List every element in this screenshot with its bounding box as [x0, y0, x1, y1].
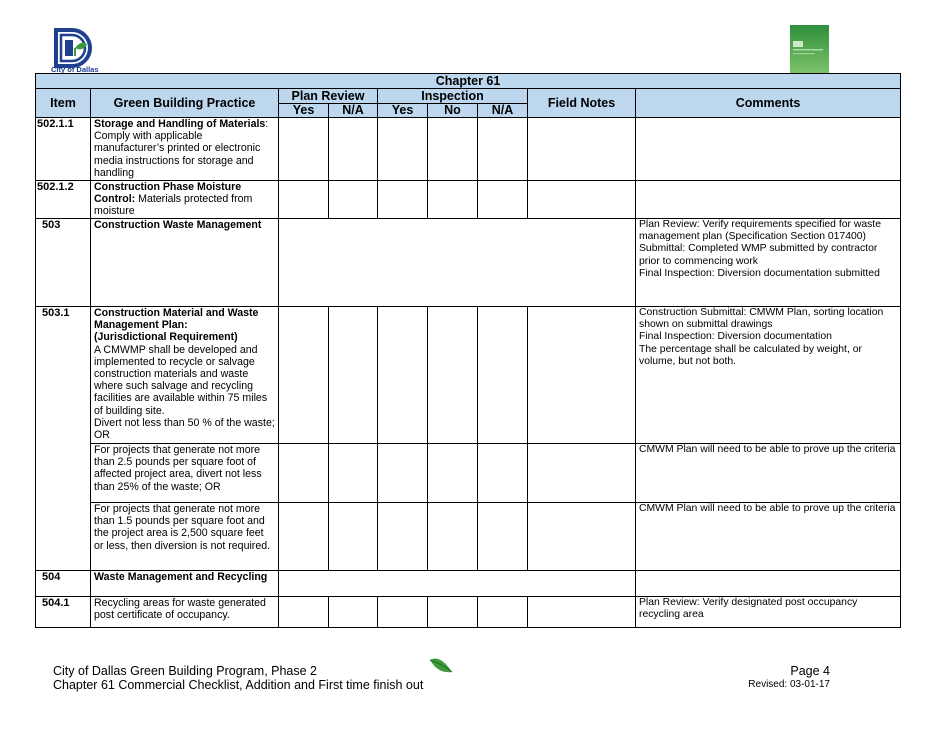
col-plan-na: N/A: [329, 104, 378, 118]
comment-line: CMWM Plan will need to be able to prove up the criteria: [639, 503, 896, 514]
comments-cell[interactable]: [636, 181, 901, 219]
comment-line: Final Inspection: Diversion documentation: [639, 331, 832, 343]
practice-text: Recycling areas for waste generated post certificate of occupancy.: [94, 597, 266, 622]
practice-text: : Comply with applicable manufacturer’s printed or electronic media instructions for storage and handling: [94, 118, 269, 179]
item-number: 503: [36, 219, 91, 307]
logo-caption: City of Dallas: [51, 65, 99, 74]
practice-title: Construction Waste Management: [94, 219, 262, 231]
col-inspection: Inspection: [378, 89, 528, 104]
practice-text: A CMWMP shall be developed and implemented to recycle or salvage construction materials and waste where such salvage and recycling facilities are available within 75 miles of building site.: [94, 343, 268, 417]
table-row: [36, 307, 901, 444]
col-practice: Green Building Practice: [91, 89, 279, 118]
insp-yes-cell[interactable]: [378, 118, 428, 181]
col-insp-yes: Yes: [378, 104, 428, 118]
insp-yes-cell[interactable]: [378, 444, 428, 503]
item-number: 504.1: [36, 597, 91, 628]
practice-cell: [91, 597, 279, 628]
comments-cell[interactable]: [636, 118, 901, 181]
comments-cell[interactable]: [636, 503, 901, 571]
comments-cell[interactable]: [636, 597, 901, 628]
plan-na-cell[interactable]: [329, 181, 378, 219]
practice-cell: [91, 219, 279, 307]
green-building-council-logo-icon: [790, 25, 829, 73]
comments-cell[interactable]: [636, 444, 901, 503]
insp-no-cell[interactable]: [428, 118, 478, 181]
merged-empty-cell: [279, 219, 636, 307]
practice-title: Waste Management and Recycling: [94, 571, 268, 583]
insp-yes-cell[interactable]: [378, 181, 428, 219]
green-leaf-icon: [428, 656, 454, 676]
practice-cell: [91, 503, 279, 571]
field-notes-cell[interactable]: [528, 181, 636, 219]
insp-na-cell[interactable]: [478, 503, 528, 571]
practice-cell: [91, 118, 279, 181]
field-notes-cell[interactable]: [528, 503, 636, 571]
footer-line-2: Chapter 61 Commercial Checklist, Addition and First time finish out: [53, 678, 424, 692]
insp-no-cell[interactable]: [428, 181, 478, 219]
col-field-notes: Field Notes: [528, 89, 636, 118]
col-insp-na: N/A: [478, 104, 528, 118]
comments-cell[interactable]: [636, 219, 901, 307]
col-comments: Comments: [636, 89, 901, 118]
comment-line: Plan Review: Verify designated post occupancy recycling area: [639, 597, 858, 621]
footer-text: [53, 664, 423, 692]
field-notes-cell[interactable]: [528, 118, 636, 181]
table-row: [36, 181, 901, 219]
practice-cell: [91, 571, 279, 597]
practice-text: For projects that generate not more than 1.5 pounds per square foot and the project area is 2,500 square feet or less, then diversion is not required.: [94, 503, 271, 552]
plan-yes-cell[interactable]: [279, 118, 329, 181]
plan-yes-cell[interactable]: [279, 503, 329, 571]
plan-yes-cell[interactable]: [279, 181, 329, 219]
comment-line: Plan Review: Verify requirements specified for waste management plan (Specification Section 017400): [639, 219, 881, 243]
chapter-title: Chapter 61: [36, 74, 901, 89]
practice-subtitle: (Jurisdictional Requirement): [94, 331, 238, 344]
plan-na-cell[interactable]: [329, 444, 378, 503]
insp-yes-cell[interactable]: [378, 307, 428, 444]
table-row: [36, 503, 901, 571]
field-notes-cell[interactable]: [528, 307, 636, 444]
plan-yes-cell[interactable]: [279, 597, 329, 628]
insp-na-cell[interactable]: [478, 181, 528, 219]
table-row: [36, 571, 901, 597]
insp-no-cell[interactable]: [428, 444, 478, 503]
col-plan-review: Plan Review: [279, 89, 378, 104]
field-notes-cell[interactable]: [528, 444, 636, 503]
table-row: [36, 444, 901, 503]
practice-cell: [91, 181, 279, 219]
item-number: 502.1.1: [36, 118, 91, 181]
plan-yes-cell[interactable]: [279, 307, 329, 444]
insp-na-cell[interactable]: [478, 597, 528, 628]
insp-yes-cell[interactable]: [378, 597, 428, 628]
footer-line-1: City of Dallas Green Building Program, Phase 2: [53, 664, 318, 678]
field-notes-cell[interactable]: [528, 597, 636, 628]
comment-line: The percentage shall be calculated by weight, or volume, but not both.: [639, 343, 862, 367]
col-insp-no: No: [428, 104, 478, 118]
plan-na-cell[interactable]: [329, 503, 378, 571]
insp-na-cell[interactable]: [478, 307, 528, 444]
comments-cell[interactable]: [636, 307, 901, 444]
practice-text: Materials protected from moisture: [94, 193, 253, 218]
practice-cell: [91, 307, 279, 444]
practice-text: For projects that generate not more than 2.5 pounds per square foot of affected project area, divert not less than 25% of the waste; OR: [94, 444, 262, 493]
item-number: 504: [36, 571, 91, 597]
comments-cell[interactable]: [636, 571, 901, 597]
page-number: Page 4: [790, 664, 830, 678]
comment-line: CMWM Plan will need to be able to prove up the criteria: [639, 444, 896, 455]
table-row: [36, 597, 901, 628]
plan-na-cell[interactable]: [329, 597, 378, 628]
item-number: 502.1.2: [36, 181, 91, 219]
insp-no-cell[interactable]: [428, 307, 478, 444]
comment-line: Construction Submittal: CMWM Plan, sorting location shown on submittal drawings: [639, 307, 884, 331]
table-row: [36, 219, 901, 307]
merged-empty-cell: [279, 571, 636, 597]
col-plan-yes: Yes: [279, 104, 329, 118]
insp-no-cell[interactable]: [428, 503, 478, 571]
insp-na-cell[interactable]: [478, 444, 528, 503]
plan-yes-cell[interactable]: [279, 444, 329, 503]
practice-title: Construction Phase Moisture Control:: [94, 181, 242, 206]
comment-line: Final Inspection: Diversion documentation submitted: [639, 267, 880, 279]
comment-line: Submittal: Completed WMP submitted by contractor prior to commencing work: [639, 243, 878, 267]
plan-na-cell[interactable]: [329, 118, 378, 181]
practice-title: Storage and Handling of Materials: [94, 118, 266, 130]
practice-title: Construction Material and Waste Management Plan:: [94, 307, 259, 332]
insp-na-cell[interactable]: [478, 118, 528, 181]
revised-date: Revised: 03-01-17: [748, 679, 830, 690]
col-item: Item: [36, 89, 91, 118]
insp-yes-cell[interactable]: [378, 503, 428, 571]
checklist-table: [35, 73, 901, 628]
table-row: [36, 118, 901, 181]
insp-no-cell[interactable]: [428, 597, 478, 628]
practice-cell: [91, 444, 279, 503]
item-number: 503.1: [36, 307, 91, 571]
practice-text: Divert not less than 50 % of the waste; OR: [94, 416, 275, 442]
plan-na-cell[interactable]: [329, 307, 378, 444]
